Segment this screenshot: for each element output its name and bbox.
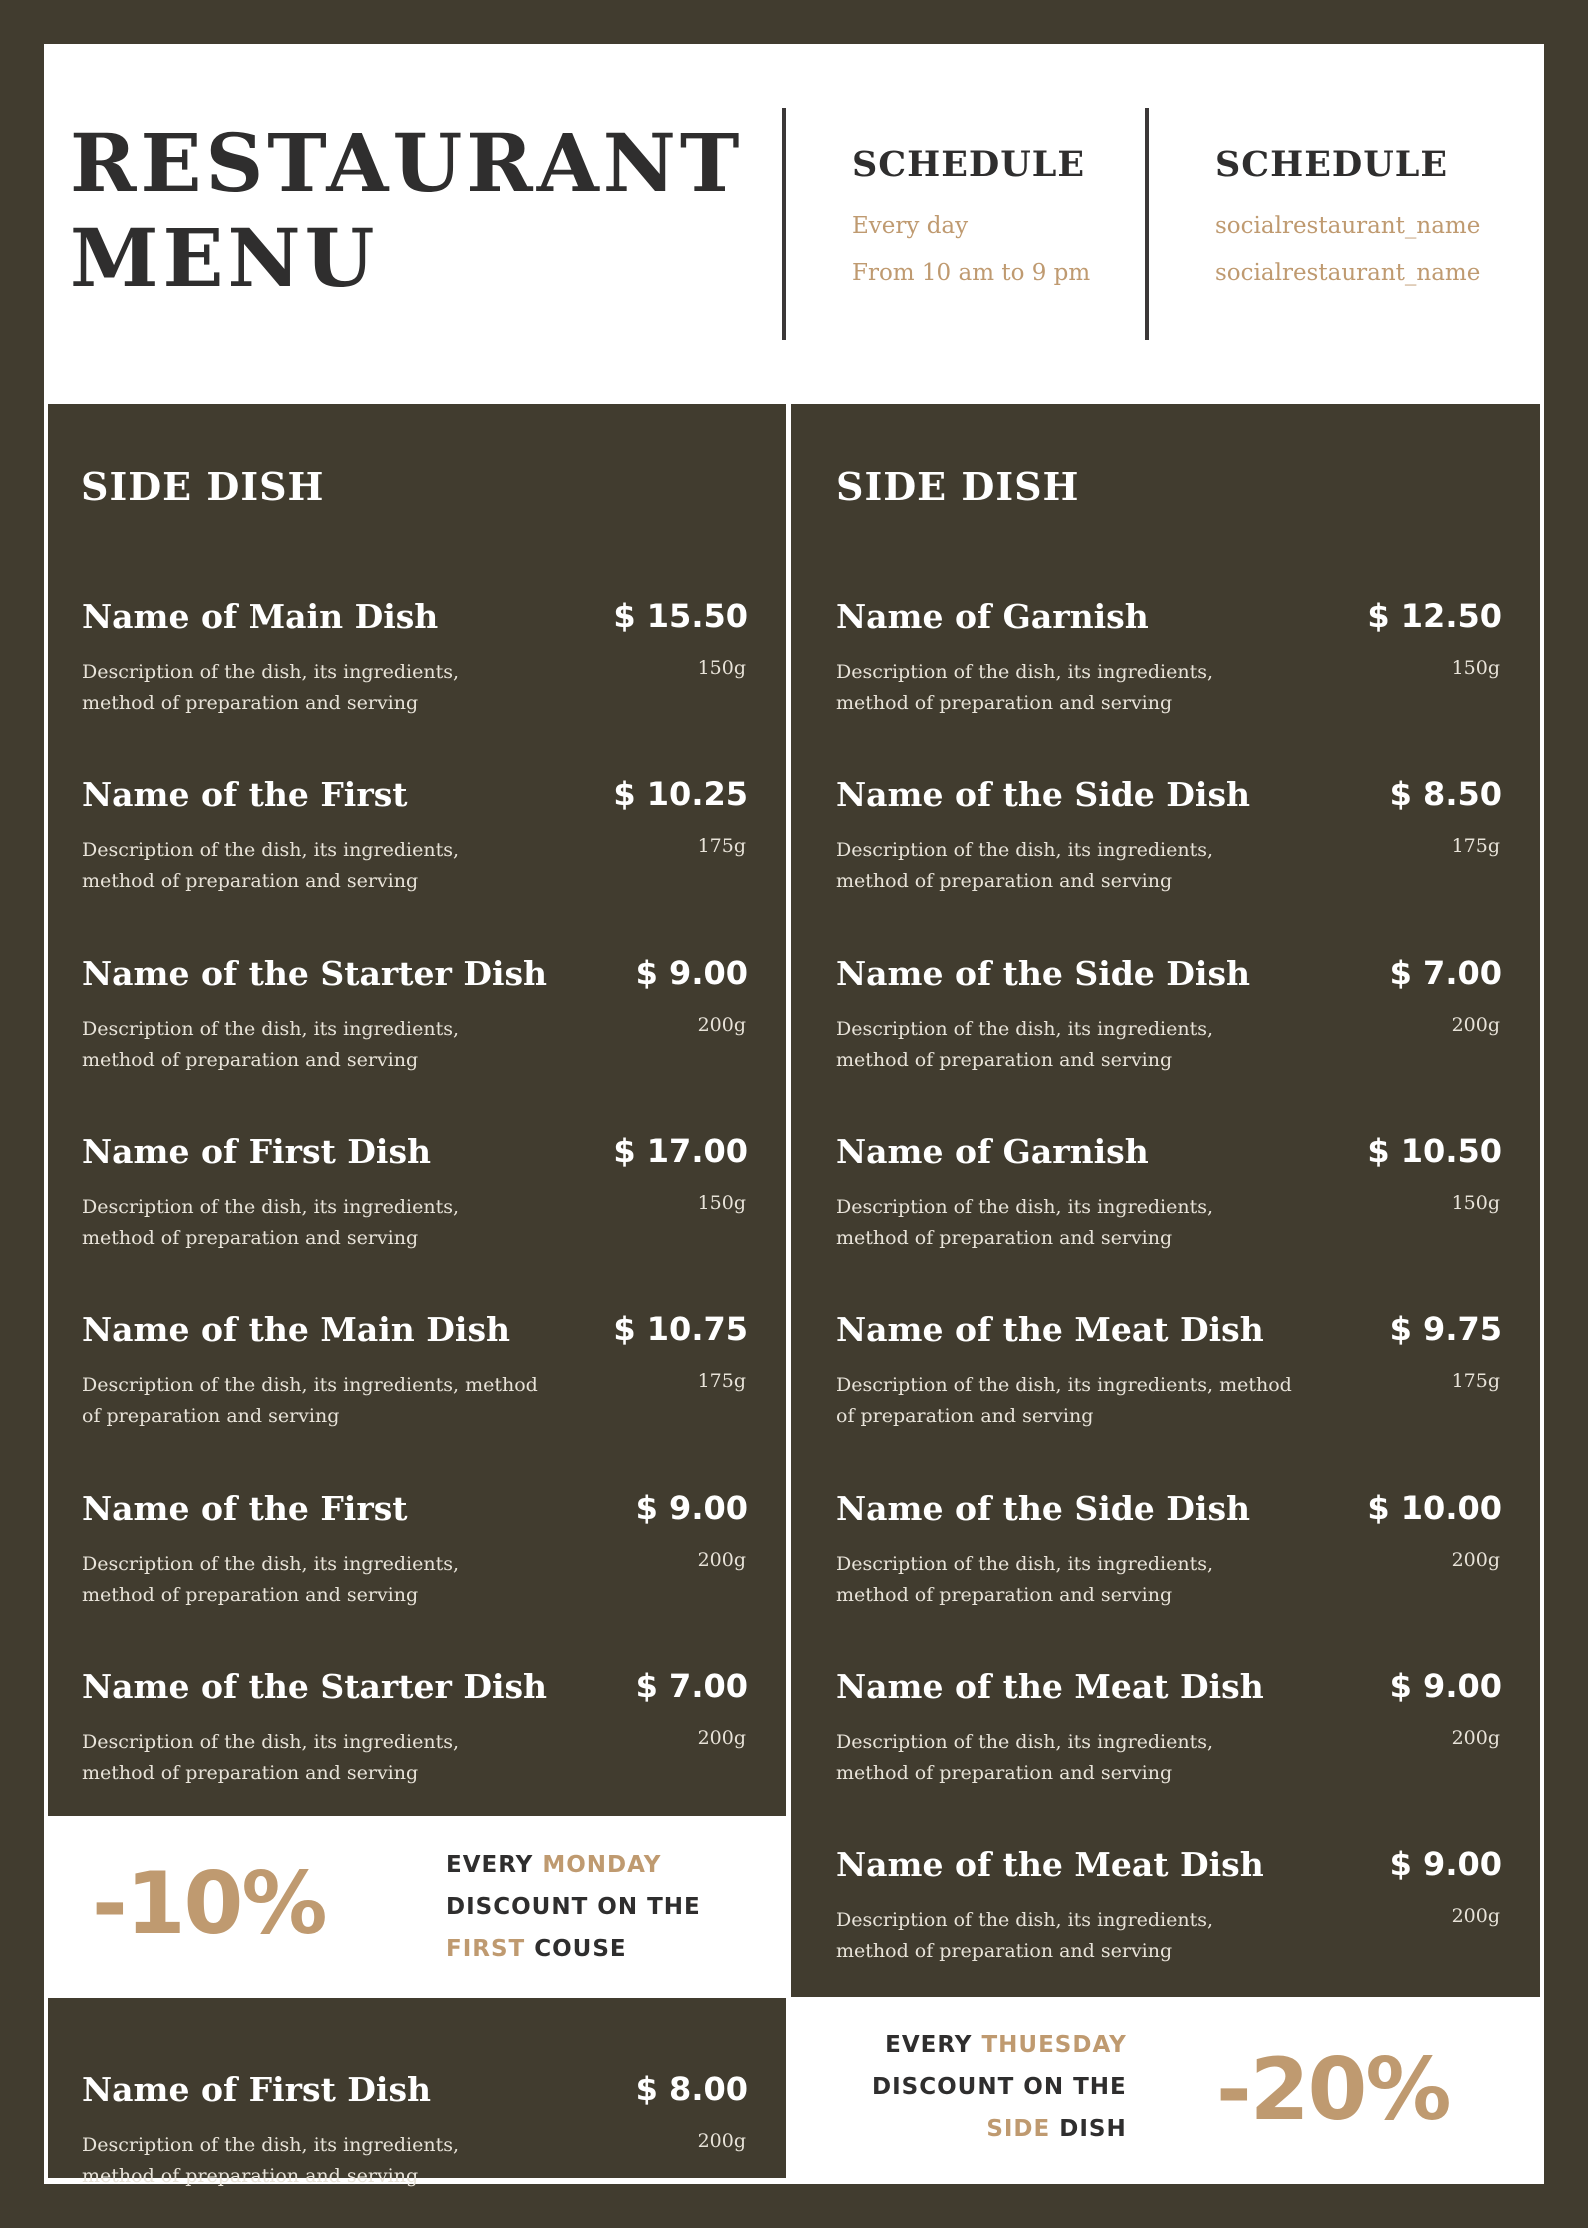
dish-price: $ 9.00 [635,954,748,992]
promo-percent: -20% [1216,2040,1450,2140]
dish-weight: 150g [697,1192,746,1214]
left-menu-panel [48,404,786,1816]
menu-item [82,597,748,737]
dish-price: $ 17.00 [613,1132,748,1170]
dish-weight: 200g [697,2130,746,2152]
menu-item [836,1667,1502,1807]
menu-item [836,597,1502,737]
menu-item [836,1845,1502,1985]
promo-course: FIRST [446,1936,526,1962]
menu-item [82,1132,748,1272]
dish-price: $ 9.00 [1389,1667,1502,1705]
dish-weight: 175g [1451,835,1500,857]
dish-description: Description of the dish, its ingredients, method of preparation and serving [82,1196,460,1249]
dish-description: Description of the dish, its ingredients, method of preparation and serving [836,1018,1214,1071]
header-divider-2 [1145,108,1149,340]
dish-price: $ 8.50 [1389,775,1502,813]
social-heading: SCHEDULE [1215,144,1449,185]
social-handle-2: socialrestaurant_name [1215,260,1481,286]
dish-name: Name of Main Dish [82,597,439,636]
left-bottom-panel [48,1998,786,2187]
menu-item [82,2070,748,2210]
dish-weight: 175g [697,1370,746,1392]
dish-weight: 200g [1451,1549,1500,1571]
dish-weight: 200g [697,1727,746,1749]
menu-item [82,1667,748,1807]
dish-description: Description of the dish, its ingredients, method of preparation and serving [836,1909,1214,1962]
dish-description: Description of the dish, its ingredients, method of preparation and serving [82,839,460,892]
dish-name: Name of the Side Dish [836,954,1251,993]
social-block [1215,144,1480,297]
dish-description: Description of the dish, its ingredients, method of preparation and serving [836,1374,1292,1427]
dish-weight: 150g [697,657,746,679]
dish-name: Name of the Main Dish [82,1310,511,1349]
schedule-line-2: From 10 am to 9 pm [852,260,1091,286]
dish-name: Name of Garnish [836,597,1149,636]
menu-item [82,1489,748,1629]
dish-weight: 200g [1451,1014,1500,1036]
promo-course: SIDE [986,2116,1051,2142]
menu-title [70,116,743,306]
promo-discount: DISCOUNT ON THE [446,1894,701,1920]
dish-description: Description of the dish, its ingredients, method of preparation and serving [82,1374,538,1427]
dish-name: Name of the First [82,775,408,814]
dish-name: Name of the Meat Dish [836,1845,1264,1884]
menu-item [836,1310,1502,1450]
dish-name: Name of the Side Dish [836,1489,1251,1528]
promo-suffix: COUSE [534,1936,627,1962]
promo-discount: DISCOUNT ON THE [872,2074,1127,2100]
dish-description: Description of the dish, its ingredients, method of preparation and serving [82,1553,460,1606]
promo-text [872,2024,1127,2150]
dish-description: Description of the dish, its ingredients, method of preparation and serving [82,1731,460,1784]
dish-description: Description of the dish, its ingredients, method of preparation and serving [836,839,1214,892]
dish-name: Name of the First [82,1489,408,1528]
right-section-title: SIDE DISH [836,464,1080,509]
dish-weight: 175g [1451,1370,1500,1392]
dish-description: Description of the dish, its ingredients, method of preparation and serving [836,1731,1214,1784]
dish-name: Name of Garnish [836,1132,1149,1171]
promo-percent: -10% [92,1854,326,1954]
dish-price: $ 10.00 [1367,1489,1502,1527]
dish-description: Description of the dish, its ingredients, method of preparation and serving [836,1553,1214,1606]
dish-name: Name of the Meat Dish [836,1310,1264,1349]
promo-day: THUESDAY [981,2032,1127,2058]
schedule-heading: SCHEDULE [852,144,1086,185]
dish-weight: 150g [1451,1192,1500,1214]
social-handle-1: socialrestaurant_name [1215,213,1481,239]
dish-name: Name of the Starter Dish [82,954,548,993]
dish-price: $ 9.75 [1389,1310,1502,1348]
dish-description: Description of the dish, its ingredients, method of preparation and serving [836,1196,1214,1249]
promo-text [446,1844,701,1970]
schedule-block [852,144,1090,297]
dish-price: $ 15.50 [613,597,748,635]
header-divider-1 [782,108,786,340]
dish-weight: 200g [697,1549,746,1571]
left-section-title: SIDE DISH [81,464,325,509]
dish-price: $ 8.00 [635,2070,748,2108]
dish-price: $ 10.50 [1367,1132,1502,1170]
menu-item [836,775,1502,915]
dish-price: $ 10.25 [613,775,748,813]
menu-item [836,1132,1502,1272]
dish-name: Name of the Starter Dish [82,1667,548,1706]
dish-description: Description of the dish, its ingredients, method of preparation and serving [82,2134,460,2187]
dish-price: $ 10.75 [613,1310,748,1348]
dish-price: $ 9.00 [1389,1845,1502,1883]
right-menu-panel [791,404,1540,1997]
dish-name: Name of First Dish [82,2070,432,2109]
dish-description: Description of the dish, its ingredients, method of preparation and serving [82,1018,460,1071]
dish-weight: 200g [697,1014,746,1036]
dish-weight: 150g [1451,657,1500,679]
title-line-2: MENU [70,211,379,305]
menu-sheet [44,44,1544,2187]
menu-item [836,1489,1502,1629]
dish-description: Description of the dish, its ingredients, method of preparation and serving [836,661,1214,714]
menu-item [82,1310,748,1450]
dish-price: $ 9.00 [635,1489,748,1527]
menu-item [82,775,748,915]
schedule-line-1: Every day [852,213,969,239]
dish-weight: 200g [1451,1727,1500,1749]
dish-weight: 200g [1451,1905,1500,1927]
dish-name: Name of the Side Dish [836,775,1251,814]
dish-weight: 175g [697,835,746,857]
promo-every: EVERY [885,2032,973,2058]
dish-price: $ 12.50 [1367,597,1502,635]
title-line-1: RESTAURANT [70,116,744,210]
menu-item [836,954,1502,1094]
menu-item [82,954,748,1094]
promo-every: EVERY [446,1852,534,1878]
promo-suffix: DISH [1059,2116,1127,2142]
dish-name: Name of the Meat Dish [836,1667,1264,1706]
dish-name: Name of First Dish [82,1132,432,1171]
promo-day: MONDAY [542,1852,662,1878]
dish-price: $ 7.00 [1389,954,1502,992]
dish-description: Description of the dish, its ingredients, method of preparation and serving [82,661,460,714]
dish-price: $ 7.00 [635,1667,748,1705]
